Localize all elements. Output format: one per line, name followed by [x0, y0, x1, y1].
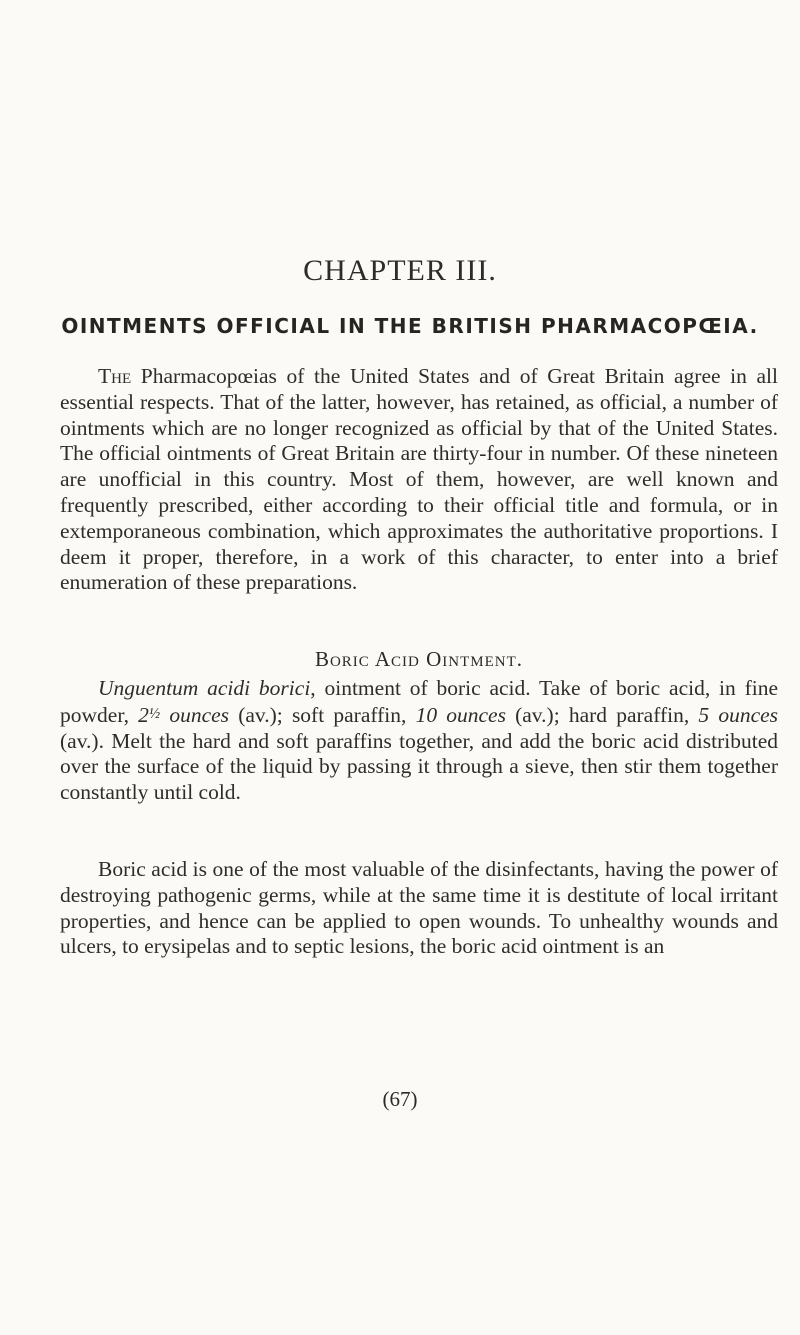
intro-first-word: The: [98, 364, 132, 388]
intro-paragraph: [60, 364, 778, 596]
intro-text: Pharmacopœias of the United States and of Great Britain agree in all essential respects. That of the latter, however, has retained, as official, a number of ointments which are no longer recognized as official by that of the United States. The official ointments of Great Britain are thirty-four in number. Of these nineteen are unofficial in this country. Most of them, however, are well known and frequently prescribed, either according to their official title and formula, or in extemporaneous combination, which approximates the authoritative proportions. I deem it proper, therefore, in a work of this character, to enter into a brief enumeration of these preparations.: [60, 364, 778, 595]
boric-acid-heading: Boric Acid Ointment.: [314, 647, 524, 671]
quantity-soft-paraffin: 10 ounces: [415, 702, 506, 727]
formula-text-2: (av.); soft paraffin,: [229, 702, 416, 727]
quantity-boric-acid: [138, 703, 229, 727]
latin-name: Unguentum acidi borici: [98, 676, 311, 700]
quantity-fraction: ½: [148, 705, 161, 722]
formula-text-3: (av.); hard paraffin,: [505, 702, 699, 727]
page-number: (67): [382, 1087, 418, 1111]
quantity-unit: ounces: [160, 702, 230, 727]
quantity-whole: 2: [138, 702, 149, 727]
quantity-hard-paraffin: 5 ounces: [698, 702, 779, 727]
formula-text-1: , ointment of boric acid. Take of boric acid, in fine powder,: [60, 676, 778, 727]
section-title: OINTMENTS OFFICIAL IN THE BRITISH PHARMACOPŒIA.: [61, 314, 759, 338]
formula-text-4: (av.). Melt the hard and soft paraffins together, and add the boric acid distributed over the surface of the liquid by passing it through a sieve, then stir them together constantly until cold.: [60, 728, 778, 805]
chapter-title: CHAPTER III.: [303, 254, 497, 287]
boric-uses-paragraph: Boric acid is one of the most valuable of the disinfectants, having the power of destroying pathogenic germs, while at the same time it is destitute of local irritant properties, and hence can be applied to open wounds. To unhealthy wounds and ulcers, to erysipelas and to septic lesions, the boric acid ointment is an: [60, 857, 778, 959]
boric-formula-paragraph: [60, 676, 778, 806]
